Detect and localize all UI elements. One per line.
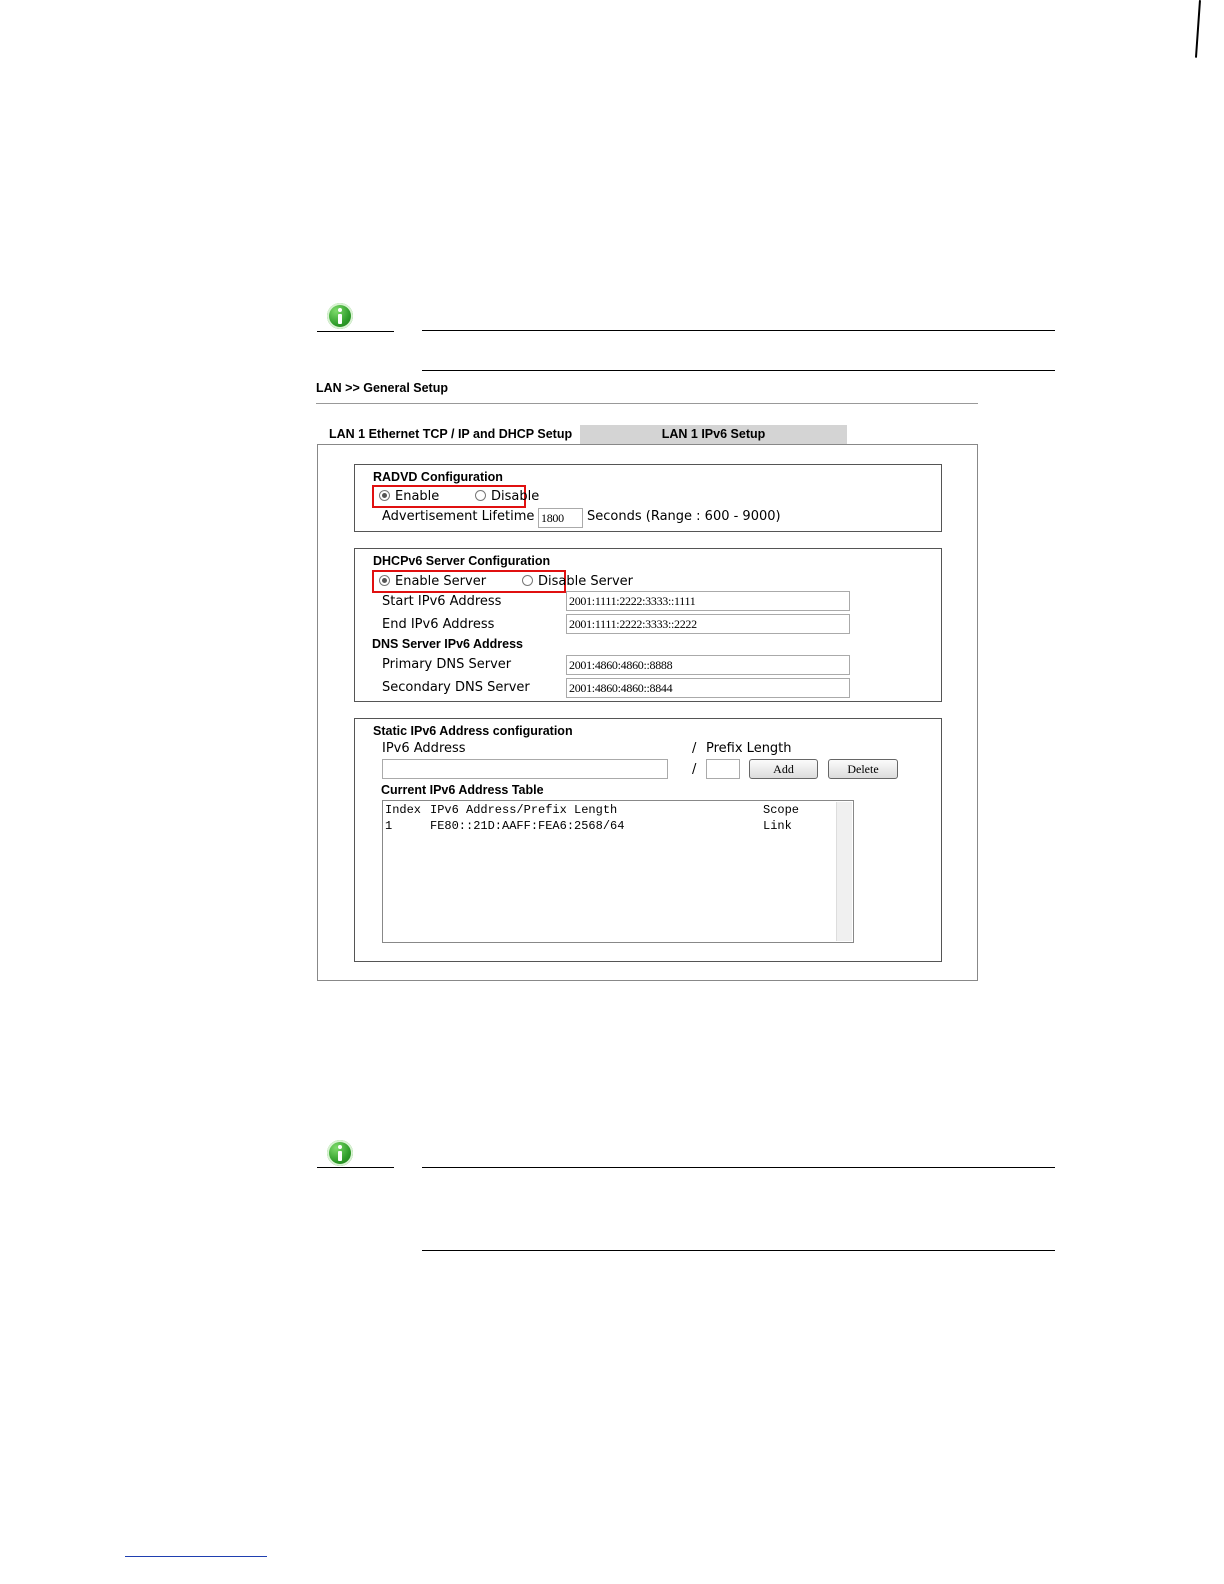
dns-server-heading: DNS Server IPv6 Address <box>372 637 524 651</box>
note-rule-top <box>422 330 1055 331</box>
note-rule-left <box>317 331 394 332</box>
advertisement-lifetime-hint: Seconds (Range : 600 - 9000) <box>587 509 781 524</box>
dhcpv6-enable-radio[interactable] <box>379 575 390 586</box>
primary-dns-label: Primary DNS Server <box>382 657 512 672</box>
page-edge-mark <box>1195 0 1201 58</box>
dhcpv6-disable-radio[interactable] <box>522 575 533 586</box>
radvd-enable-radio[interactable] <box>379 490 390 501</box>
dhcpv6-title: DHCPv6 Server Configuration <box>373 554 551 568</box>
add-button[interactable]: Add <box>749 759 818 779</box>
end-ipv6-input[interactable]: 2001:1111:2222:3333::2222 <box>566 614 850 634</box>
table-row-scope: Link <box>763 819 792 833</box>
prefix-length-label: Prefix Length <box>706 741 792 756</box>
radvd-enable-label: Enable <box>395 489 440 504</box>
advertisement-lifetime-input[interactable]: 1800 <box>538 508 583 528</box>
breadcrumb: LAN >> General Setup <box>316 381 448 395</box>
tab-lan1-ipv6-setup[interactable]: LAN 1 IPv6 Setup <box>580 425 847 444</box>
table-header-index: Index <box>385 803 422 817</box>
start-ipv6-input[interactable]: 2001:1111:2222:3333::1111 <box>566 591 850 611</box>
table-row-index: 1 <box>385 819 393 833</box>
slash-separator: / <box>692 741 697 756</box>
info-icon <box>327 1140 353 1166</box>
prefix-length-input[interactable] <box>706 759 740 779</box>
note-rule-left-2 <box>317 1167 394 1168</box>
note-rule-bottom-2 <box>422 1250 1055 1251</box>
slash-separator-2: / <box>692 762 697 777</box>
secondary-dns-input[interactable]: 2001:4860:4860::8844 <box>566 678 850 698</box>
primary-dns-input[interactable]: 2001:4860:4860::8888 <box>566 655 850 675</box>
radvd-title: RADVD Configuration <box>373 470 503 484</box>
table-row-address: FE80::21D:AAFF:FEA6:2568/64 <box>430 819 625 833</box>
delete-button[interactable]: Delete <box>828 759 898 779</box>
advertisement-lifetime-label: Advertisement Lifetime <box>382 509 535 524</box>
ipv6-address-label: IPv6 Address <box>382 741 466 756</box>
static-ipv6-title: Static IPv6 Address configuration <box>373 724 573 738</box>
dhcpv6-disable-label: Disable Server <box>538 574 633 589</box>
note-rule-top-2 <box>422 1167 1055 1168</box>
dhcpv6-enable-label: Enable Server <box>395 574 487 589</box>
end-ipv6-label: End IPv6 Address <box>382 617 495 632</box>
start-ipv6-label: Start IPv6 Address <box>382 594 502 609</box>
radvd-disable-label: Disable <box>491 489 540 504</box>
table-scrollbar[interactable] <box>836 802 852 941</box>
table-header-scope: Scope <box>763 803 800 817</box>
ipv6-address-input[interactable] <box>382 759 668 779</box>
footer-link-underline <box>125 1556 267 1557</box>
radvd-disable-radio[interactable] <box>475 490 486 501</box>
tab-lan1-ethernet-dhcp[interactable]: LAN 1 Ethernet TCP / IP and DHCP Setup <box>318 425 580 444</box>
info-icon <box>327 303 353 329</box>
table-header-address: IPv6 Address/Prefix Length <box>430 803 618 817</box>
secondary-dns-label: Secondary DNS Server <box>382 680 530 695</box>
address-table-title: Current IPv6 Address Table <box>381 783 544 797</box>
note-rule-bottom <box>422 370 1055 371</box>
breadcrumb-divider <box>316 403 978 404</box>
